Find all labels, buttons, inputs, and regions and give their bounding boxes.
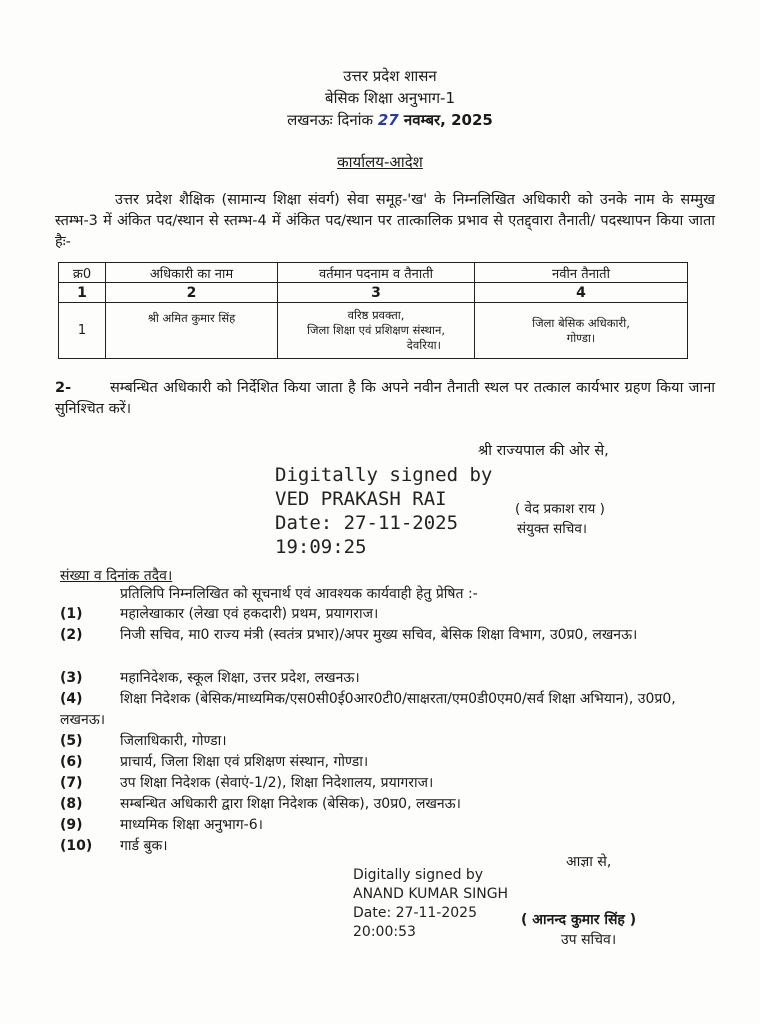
list-item [60, 773, 710, 794]
list-item-number: (10) [60, 838, 93, 854]
paragraph-2 [55, 378, 715, 420]
table-row-new-line: गोण्डा। [566, 330, 596, 345]
list-item-number: (8) [60, 796, 83, 812]
list-item-text: माध्यमिक शिक्षा अनुभाग-6। [120, 817, 263, 833]
list-item-text: गार्ड बुक। [120, 838, 168, 854]
copy-intro: प्रतिलिपि निम्नलिखित को सूचनार्थ एवं आवश्यक कार्यवाही हेतु प्रेषित :- [120, 586, 478, 602]
signatory-1-designation: संयुक्त सचिव। [517, 521, 587, 537]
list-item-text: महालेखाकार (लेखा एवं हकदारी) प्रथम, प्रयागराज। [120, 606, 379, 622]
table-row-new [475, 303, 688, 359]
table-col-num: 4 [475, 283, 688, 303]
paragraph-2-text: सम्बन्धित अधिकारी को निर्देशित किया जाता है कि अपने नवीन तैनाती स्थल पर तत्काल कार्यभार ग्रहण किया जाना सुनिश्चित करें। [55, 380, 715, 417]
list-item-text: शिक्षा निदेशक (बेसिक/माध्यमिक/एस0सी0ई0आर0टी0/साक्षरता/एम0डी0एम0/सर्व शिक्षा अभियान), उ0प्र0, लखनऊ। [60, 691, 676, 728]
header-section: बेसिक शिक्षा अनुभाग-1 [325, 89, 455, 107]
signature-1-line: Digitally signed by [275, 464, 493, 486]
signature-1-line: VED PRAKASH RAI [275, 488, 447, 510]
order-line: आज्ञा से, [566, 854, 612, 870]
table-row-current-line: जिला शिक्षा एवं प्रशिक्षण संस्थान, [307, 323, 445, 337]
header-date-day: 27 [377, 111, 399, 129]
table-col-num: 1 [59, 283, 106, 303]
list-item [60, 668, 710, 689]
table-header-sno: क्र0 [59, 263, 106, 283]
digital-signature-2 [353, 866, 508, 942]
header-government: उत्तर प्रदेश शासन [343, 67, 437, 85]
list-item-text: जिलाधिकारी, गोण्डा। [120, 733, 227, 749]
list-item [60, 625, 710, 646]
list-item-number: (5) [60, 733, 83, 749]
intro-paragraph: उत्तर प्रदेश शैक्षिक (सामान्य शिक्षा संवर्ग) सेवा समूह-'ख' के निम्नलिखित अधिकारी को उनके नाम के सम्मुख स्तम्भ-3 में अंकित पद/स्थान से स्तम्भ-4 में अंकित पद/स्थान पर तात्कालिक प्रभाव से एतद्द्वारा तैनाती/ पदस्थापन किया जाता हैः- [55, 192, 715, 250]
copy-heading: संख्या व दिनांक तदैव। [60, 568, 173, 584]
header-date [200, 110, 580, 130]
table-col-num: 3 [278, 283, 475, 303]
header-date-suffix: नवम्बर, 2025 [398, 111, 493, 129]
list-item-number: (7) [60, 775, 83, 791]
list-item-text: महानिदेशक, स्कूल शिक्षा, उत्तर प्रदेश, लखनऊ। [120, 670, 360, 686]
signature-1-line: 19:09:25 [275, 536, 367, 558]
list-item [60, 604, 710, 625]
table-header-name: अधिकारी का नाम [106, 263, 278, 283]
table-row-current [278, 303, 475, 359]
digital-signature-1 [275, 463, 492, 559]
table-row-sno: 1 [59, 303, 106, 359]
list-item-text: निजी सचिव, मा0 राज्य मंत्री (स्वतंत्र प्रभार)/अपर मुख्य सचिव, बेसिक शिक्षा विभाग, उ0प्र0, लखनऊ। [120, 627, 638, 643]
signature-2-line: 20:00:53 [353, 924, 416, 940]
table-row-current-line: देवरिया। [406, 338, 441, 352]
list-item-number: (6) [60, 754, 83, 770]
list-item [60, 752, 710, 773]
table-row-current-line: वरिष्ठ प्रवक्ता, [347, 308, 405, 322]
list-item [60, 731, 710, 752]
signature-1-line: Date: 27-11-2025 [275, 512, 459, 534]
list-item-text: उप शिक्षा निदेशक (सेवाएं-1/2), शिक्षा निदेशालय, प्रयागराज। [120, 775, 434, 791]
signatory-2-name: ( आनन्द कुमार सिंह ) [521, 912, 637, 928]
list-item-text: प्राचार्य, जिला शिक्षा एवं प्रशिक्षण संस्थान, गोण्डा। [120, 754, 369, 770]
signature-2-line: ANAND KUMAR SINGH [353, 886, 509, 902]
signature-2-line: Date: 27-11-2025 [353, 905, 477, 921]
list-item [60, 794, 710, 815]
table-header-current: वर्तमान पदनाम व तैनाती [278, 263, 475, 283]
signatory-1-name: ( वेद प्रकाश राय ) [515, 501, 605, 517]
list-item-number: (2) [60, 627, 83, 643]
list-item-text: सम्बन्धित अधिकारी द्वारा शिक्षा निदेशक (बेसिक), उ0प्र0, लखनऊ। [120, 796, 461, 812]
signature-2-line: Digitally signed by [353, 867, 484, 883]
list-item-number: (9) [60, 817, 83, 833]
list-item [60, 836, 710, 857]
table-header-new: नवीन तैनाती [475, 263, 688, 283]
list-item [60, 815, 710, 836]
signatory-2-designation: उप सचिव। [561, 932, 617, 948]
table-row-new-line: जिला बेसिक अधिकारी, [532, 315, 630, 330]
page-title: कार्यालय-आदेश [337, 153, 423, 171]
header-date-prefix: लखनऊः दिनांक [287, 111, 378, 129]
list-item [60, 689, 710, 731]
list-item-number: (4) [60, 691, 83, 707]
list-item-number: (3) [60, 670, 83, 686]
governor-line: श्री राज्यपाल की ओर से, [478, 443, 609, 459]
posting-table [58, 262, 688, 359]
list-item-number: (1) [60, 606, 83, 622]
table-row-name: श्री अमित कुमार सिंह [106, 303, 278, 359]
table-col-num: 2 [106, 283, 278, 303]
paragraph-2-number: 2- [55, 380, 72, 396]
